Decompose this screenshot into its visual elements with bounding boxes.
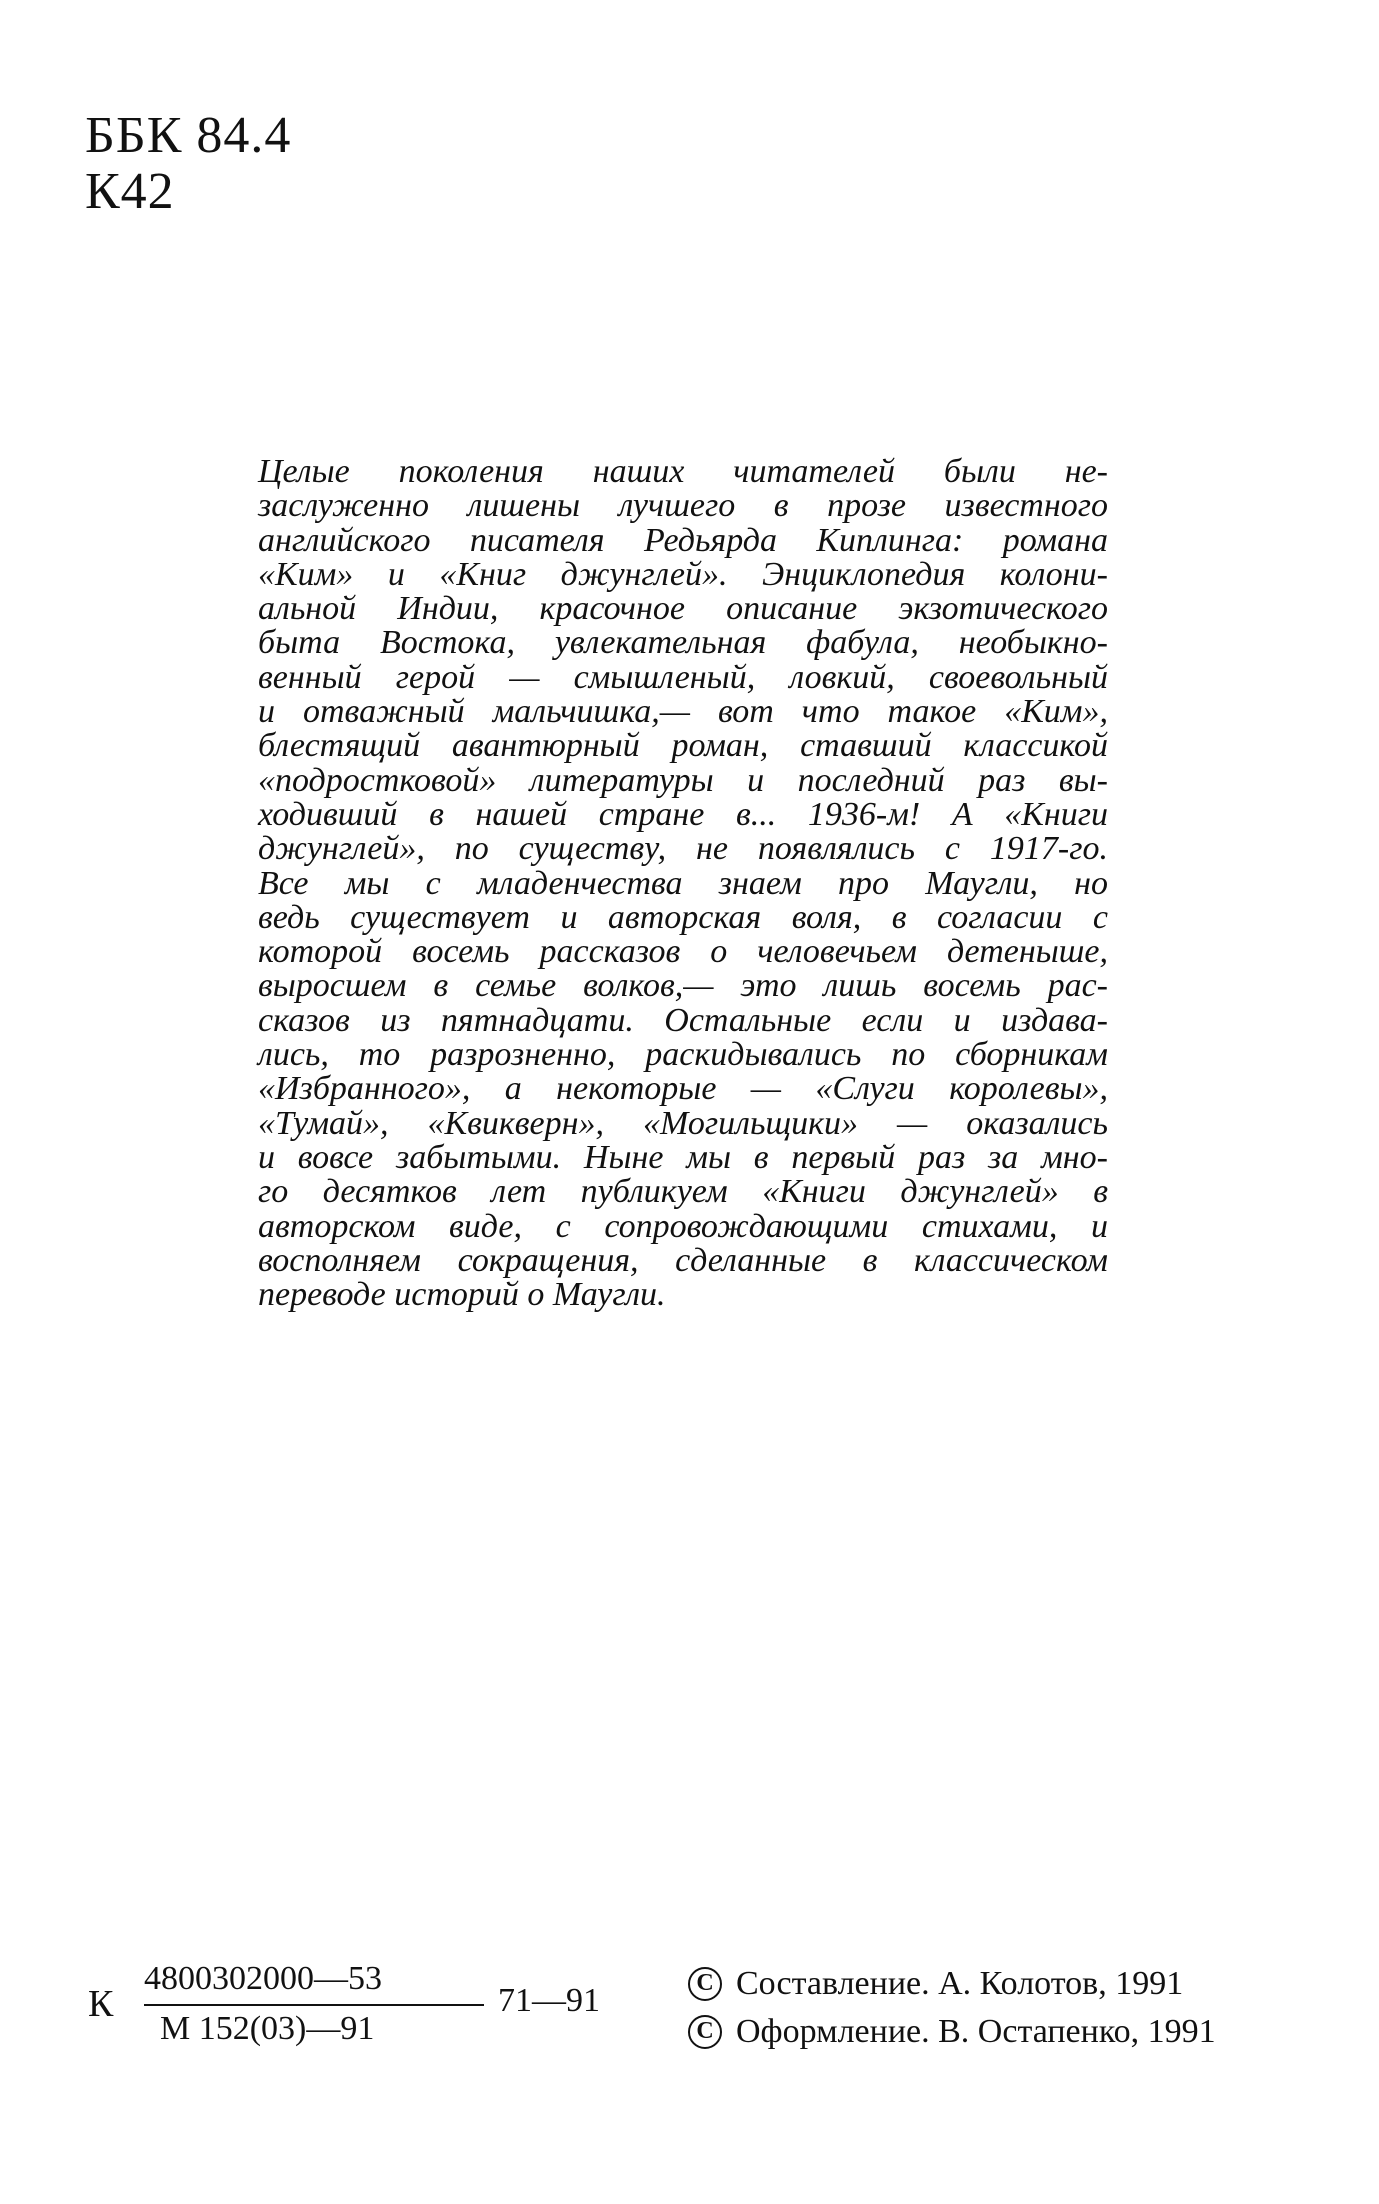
publication-code bbox=[88, 1960, 600, 2070]
annotation-line: Целые поколения наших читателей были не- bbox=[258, 453, 1108, 490]
annotation-line: заслуженно лишены лучшего в прозе известного bbox=[258, 487, 1108, 525]
copyright-icon: C bbox=[688, 1967, 722, 2001]
annotation-line: ходивший в нашей стране в... 1936-м! А «Книги bbox=[258, 795, 1108, 833]
annotation-line: го десятков лет публикуем «Книги джунглей» в bbox=[258, 1173, 1108, 1211]
annotation-line: восполняем сокращения, сделанные в классическом bbox=[258, 1241, 1108, 1279]
fraction-line bbox=[144, 2004, 484, 2006]
code-denominator: М 152(03)—91 bbox=[160, 2010, 375, 2047]
annotation-line: альной Индии, красочное описание экзотического bbox=[258, 590, 1108, 628]
annotation-line: и отважный мальчишка,— вот что такое «Ким», bbox=[258, 693, 1108, 731]
copyright-text: Оформление. В. Остапенко, 1991 bbox=[736, 2013, 1216, 2050]
annotation-line: переводе историй о Маугли. bbox=[258, 1276, 666, 1314]
annotation-line: Все мы с младенчества знаем про Маугли, но bbox=[258, 864, 1108, 902]
copyright-icon: C bbox=[688, 2015, 722, 2049]
annotation-line: сказов из пятнадцати. Остальные если и издава- bbox=[258, 1001, 1108, 1039]
copyright-line-compilation bbox=[688, 1960, 1216, 2008]
annotation-line: «Тумай», «Квикверн», «Могильщики» — оказались bbox=[258, 1104, 1108, 1142]
code-letter: К bbox=[88, 1983, 114, 2025]
code-suffix: 71—91 bbox=[498, 1982, 600, 2019]
annotation-line: венный герой — смышленый, ловкий, своевольный bbox=[258, 658, 1108, 696]
annotation-line: лись, то разрозненно, раскидывались по сборникам bbox=[258, 1036, 1108, 1074]
annotation-paragraph bbox=[258, 455, 1108, 1312]
copyright-line-design bbox=[688, 2008, 1216, 2056]
annotation-line: и вовсе забытыми. Ныне мы в первый раз за мно- bbox=[258, 1138, 1108, 1176]
bbk-index: ББК 84.4 bbox=[85, 107, 292, 164]
annotation-line: «подростковой» литературы и последний раз вы- bbox=[258, 761, 1108, 799]
annotation-line: ведь существует и авторская воля, в согласии с bbox=[258, 898, 1108, 936]
annotation-line: английского писателя Редьярда Киплинга: романа bbox=[258, 521, 1108, 559]
annotation-line: выросшем в семье волков,— это лишь восемь рас- bbox=[258, 967, 1108, 1005]
copyright-block bbox=[688, 1960, 1216, 2056]
annotation-line: джунглей», по существу, не появлялись с 1917-го. bbox=[258, 830, 1108, 868]
annotation-line: «Избранного», а некоторые — «Слуги королевы», bbox=[258, 1070, 1108, 1108]
annotation-line: которой восемь рассказов о человечьем детеныше, bbox=[258, 933, 1108, 971]
classification-block bbox=[85, 108, 291, 220]
annotation-line: блестящий авантюрный роман, ставший классикой bbox=[258, 727, 1108, 765]
annotation-line: быта Востока, увлекательная фабула, необыкно- bbox=[258, 624, 1108, 662]
author-mark: К42 bbox=[85, 163, 175, 220]
annotation-line: авторском виде, с сопровождающими стихами, и bbox=[258, 1207, 1108, 1245]
code-numerator: 4800302000—53 bbox=[144, 1960, 382, 1997]
annotation-line: «Ким» и «Книг джунглей». Энциклопедия колони- bbox=[258, 555, 1108, 593]
copyright-text: Составление. А. Колотов, 1991 bbox=[736, 1965, 1184, 2002]
